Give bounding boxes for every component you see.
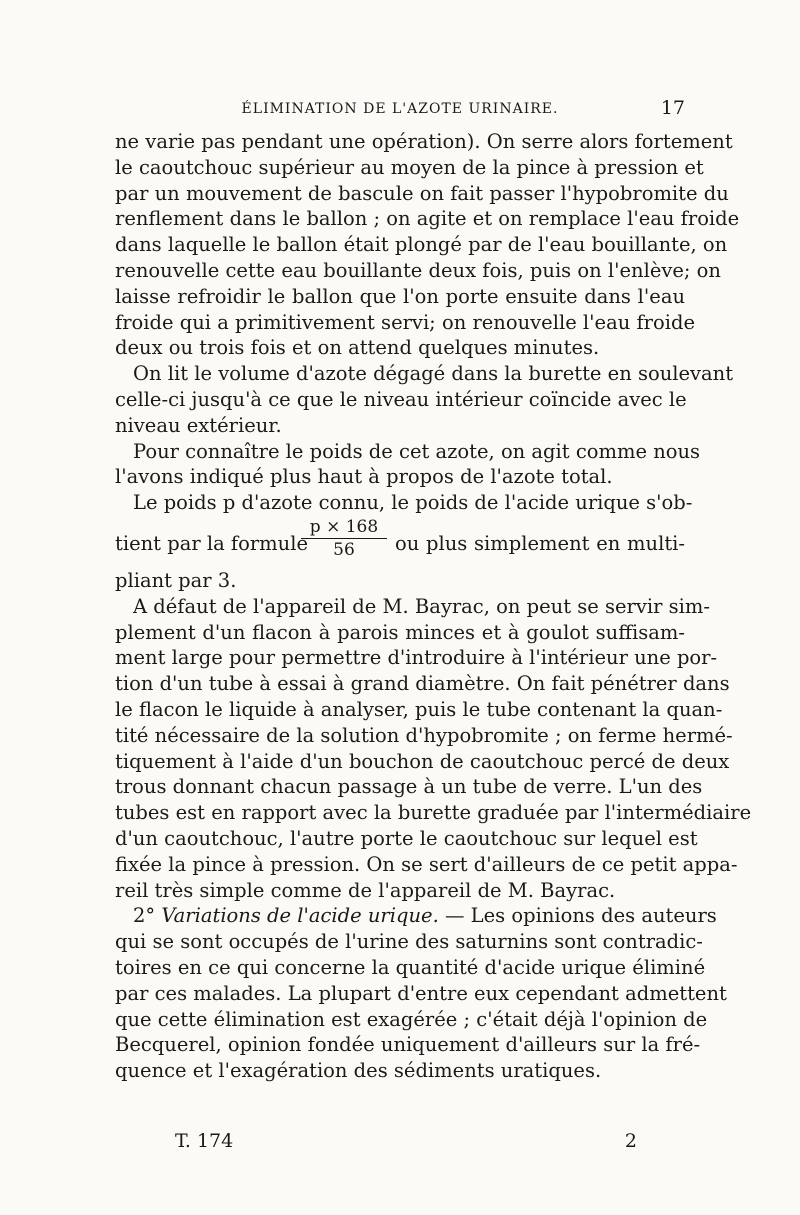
text-line: renflement dans le ballon ; on agite et on remplace l'eau froide — [115, 207, 740, 231]
text-line: Le poids p d'azote connu, le poids de l'acide urique s'ob- — [133, 491, 693, 515]
section-lead-text: — Les opinions des auteurs — [444, 904, 717, 928]
formula-line — [115, 516, 685, 568]
page-number: 17 — [660, 97, 685, 119]
text-line: quence et l'exagération des sédiments uratiques. — [115, 1059, 602, 1083]
signature-mark: T. 174 — [175, 1130, 234, 1152]
text-line: d'un caoutchouc, l'autre porte le caoutchouc sur lequel est — [115, 826, 698, 850]
text-line: ment large pour permettre d'introduire à l'intérieur une por- — [115, 646, 718, 670]
text-line: deux ou trois fois et on attend quelques minutes. — [115, 336, 600, 360]
text-line: tubes est en rapport avec la burette graduée par l'intermédiaire — [115, 801, 752, 825]
text-line: fixée la pince à pression. On se sert d'ailleurs de ce petit appa- — [115, 852, 738, 876]
text-line: par ces malades. La plupart d'entre eux cependant admettent — [115, 981, 727, 1005]
page-footer — [175, 1130, 637, 1156]
formula-trail-text: ou plus simplement en multi- — [395, 531, 685, 555]
text-line: On lit le volume d'azote dégagé dans la burette en soulevant — [133, 362, 734, 386]
text-line: reil très simple comme de l'appareil de M. Bayrac. — [115, 878, 616, 902]
text-line: froide qui a primitivement servi; on renouvelle l'eau froide — [115, 310, 695, 334]
formula-fraction — [301, 516, 387, 561]
text-line: plement d'un flacon à parois minces et à goulot suffisam- — [115, 620, 685, 644]
text-line: tiquement à l'aide d'un bouchon de caoutchouc percé de deux — [115, 749, 730, 773]
sheet-number: 2 — [624, 1130, 637, 1152]
text-line: tité nécessaire de la solution d'hypobromite ; on ferme hermé- — [115, 723, 733, 747]
page-header — [115, 97, 685, 123]
formula-numerator: p × 168 — [301, 516, 387, 539]
body-text — [115, 129, 752, 1084]
text-line: laisse refroidir le ballon que l'on porte ensuite dans l'eau — [115, 284, 685, 308]
text-line: Becquerel, opinion fondée uniquement d'ailleurs sur la fré- — [115, 1033, 701, 1057]
text-line: pliant par 3. — [115, 568, 237, 592]
text-line: renouvelle cette eau bouillante deux fois, puis on l'enlève; on — [115, 258, 721, 282]
text-line: niveau extérieur. — [115, 413, 282, 437]
section-title: Variations de l'acide urique. — [161, 904, 439, 928]
text-line: toires en ce qui concerne la quantité d'acide urique éliminé — [115, 955, 706, 979]
text-line: dans laquelle le ballon était plongé par de l'eau bouillante, on — [115, 233, 728, 257]
section-number: 2° — [133, 904, 156, 928]
text-line: qui se sont occupés de l'urine des saturnins sont contradic- — [115, 930, 703, 954]
text-line: le caoutchouc supérieur au moyen de la pince à pression et — [115, 155, 704, 179]
section-heading-line — [115, 903, 717, 929]
text-line: tion d'un tube à essai à grand diamètre. On fait pénétrer dans — [115, 672, 730, 696]
text-line: que cette élimination est exagérée ; c'était déjà l'opinion de — [115, 1007, 708, 1031]
text-line: celle-ci jusqu'à ce que le niveau intérieur coïncide avec le — [115, 387, 687, 411]
text-line: par un mouvement de bascule on fait passer l'hypobromite du — [115, 181, 729, 205]
text-line: trous donnant chacun passage à un tube de verre. L'un des — [115, 775, 703, 799]
formula-denominator: 56 — [333, 539, 355, 560]
text-line: l'avons indiqué plus haut à propos de l'azote total. — [115, 465, 613, 489]
text-line: le flacon le liquide à analyser, puis le tube contenant la quan- — [115, 697, 723, 721]
running-title: ÉLIMINATION DE L'AZOTE URINAIRE. — [241, 101, 559, 117]
text-line: ne varie pas pendant une opération). On serre alors fortement — [115, 130, 733, 153]
text-line: A défaut de l'appareil de M. Bayrac, on peut se servir sim- — [133, 594, 710, 618]
formula-lead-text: tient par la formule — [115, 531, 309, 555]
text-line: Pour connaître le poids de cet azote, on agit comme nous — [133, 439, 701, 463]
